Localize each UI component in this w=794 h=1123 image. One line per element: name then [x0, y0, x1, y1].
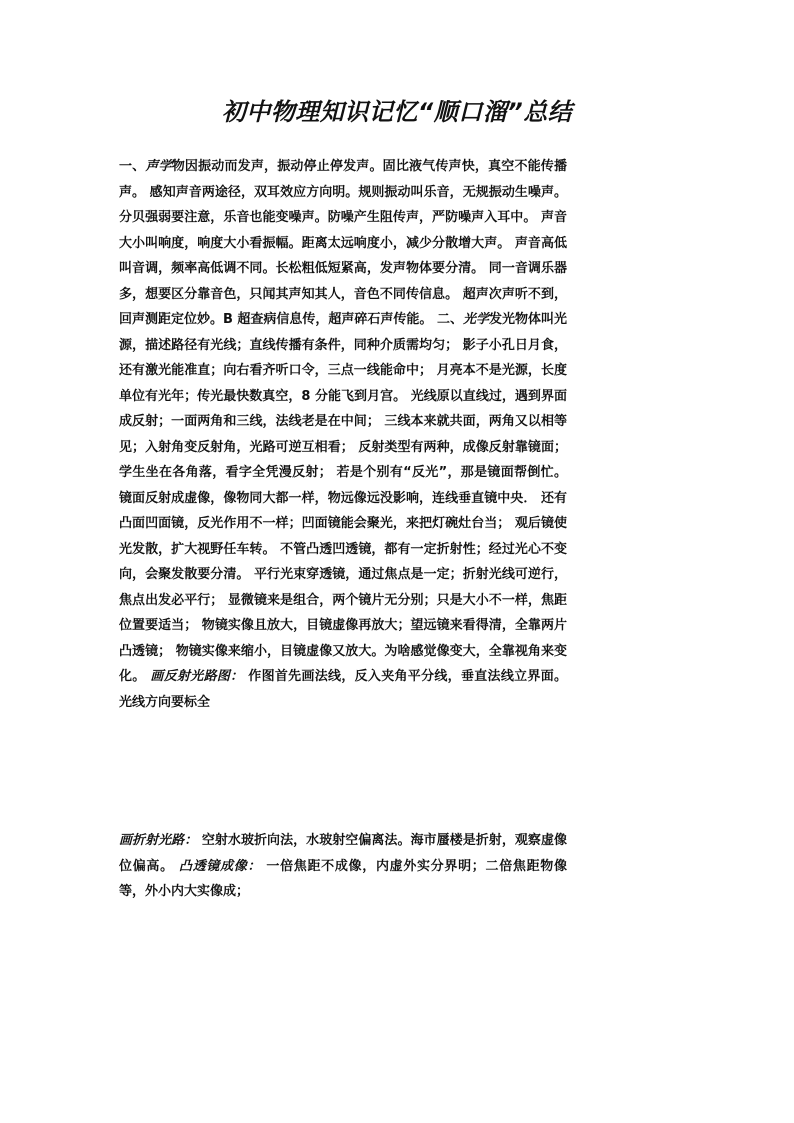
paragraph-acoustics-optics	[119, 154, 567, 715]
body-text-run: 发光物体叫光源，描述路径有光线；直线传播有条件，同种介质需均匀； 影子小孔日月食，还有激光能准直；向右看齐听口令，三点一线能命中； 月亮本不是光源，长度单位有光年；传光最快数真空，8 分能飞到月宫。 光线原以直线过，遇到界面成反射；一面两角和三线，法线老是在中间； 三线本来就共面，两角又以相等见；入射角变反射角，光路可逆互相看； 反射类型有两种，成像反射靠镜面；学生坐在各角落，看字全凭漫反射； 若是个别有“反光”，那是镜面帮倒忙。镜面反射成虚像，像物同大都一样，物远像远没影响，连线垂直镜中央． 还有凸面凹面镜，反光作用不一样；凹面镜能会聚光，来把灯碗灶台当； 观后镜使光发散，扩大视野任车转。 不管凸透凹透镜，都有一定折射性；经过光心不变向，会聚发散要分清。 平行光束穿透镜，通过焦点是一定；折射光线可逆行，焦点出发必平行； 显微镜来是组合，两个镜片无分别；只是大小不一样，焦距位置要适当； 物镜实像且放大，目镜虚像再放大；望远镜来看得清，全靠两片凸透镜； 物镜实像来缩小，目镜虚像又放大。为啥感觉像变大，全靠视角来变化。	[119, 312, 567, 684]
body-text-run: 物因振动而发声，振动停止停发声。固比液气传声快，真空不能传播声。 感知声音两途径，双耳效应方向明。规则振动叫乐音，无规振动生噪声。 分贝强弱要注意，乐音也能变噪声。防噪产生阻传声，严防噪声入耳中。 声音大小叫响度，响度大小看振幅。距离太远响度小，减少分散增大声。 声音高低叫音调，频率高低调不同。长松粗低短紧高，发声物体要分清。 同一音调乐器多，想要区分靠音色，只闻其声知其人，音色不同传信息。 超声次声听不到，回声测距定位妙。B 超查病信息传，超声碎石声传能。 二、	[119, 159, 567, 327]
section-heading-text: 光学	[462, 312, 489, 327]
section-heading-text: 声学	[145, 159, 172, 174]
section-heading-text: 画反射光路图：	[150, 669, 244, 684]
body-text-run: 一倍焦距不成像，内虚外实分界明；二倍焦距物像等，外小内大实像成；	[119, 858, 567, 899]
page-title: 初中物理知识记忆“顺口溜”总结	[221, 98, 573, 126]
body-text-run: 一、	[119, 159, 146, 174]
paragraph-refraction-lens	[119, 828, 567, 905]
body-text-run: 作图首先画法线，反入夹角平分线，垂直法线立界面。光线方向要标全	[119, 669, 567, 710]
section-heading-text: 画折射光路：	[119, 833, 198, 848]
body-text-run: 空射水玻折向法，水玻射空偏离法。海市蜃楼是折射，观察虚像位偏高。	[119, 833, 567, 874]
section-heading-text: 凸透镜成像：	[179, 858, 262, 874]
